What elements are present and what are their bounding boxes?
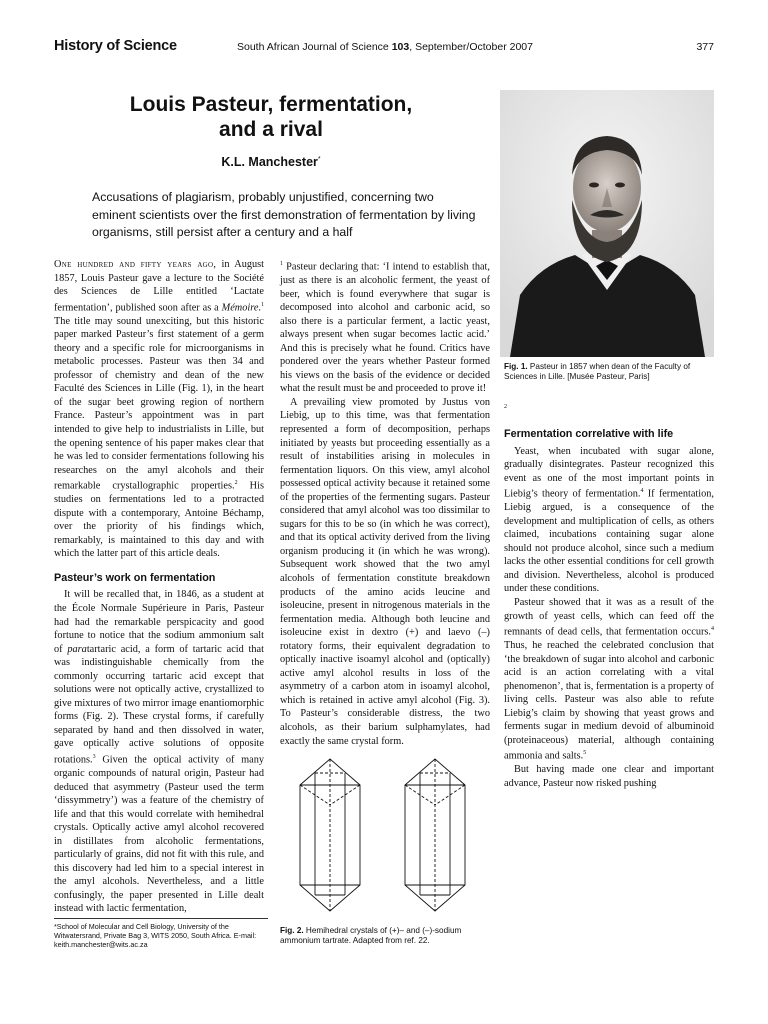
author-affiliation-footnote: *School of Molecular and Cell Biology, University of the Witwatersrand, Private Bag 3, WITS 2050, South Africa. E-mail: keith.manchester@wits.ac.za — [54, 918, 268, 949]
text-column-1 — [54, 258, 264, 916]
text-run: in August 1857, Louis Pasteur gave a lecture to the Société des Sciences de Lille entitled ‘Lactate fermentation’, published soon after as a — [54, 259, 265, 314]
text-run: It will be recalled that, in 1846, as a student at the École Normale Supérieure in Paris, Pasteur had had the remarkable perspicacity and good fortune to notice that the sodium ammonium salt of — [54, 589, 264, 655]
journal-name: South African Journal of Science — [237, 41, 389, 53]
paragraph — [280, 396, 490, 748]
title-line-2: and a rival — [219, 118, 323, 141]
paragraph — [504, 445, 714, 596]
author-text: K.L. Manchester — [221, 155, 318, 169]
paragraph — [54, 588, 264, 916]
paragraph — [54, 258, 264, 561]
text-run: His studies on fermentations led to a protracted dispute with a contemporary, Antoine Béchamp, over the priority of his findings which, remarkably, is maintained to this day and with which the latter part of this article deals. — [54, 480, 264, 560]
paragraph — [504, 596, 714, 763]
reference-mark: 2 — [504, 404, 507, 410]
paragraph-continued — [504, 401, 714, 417]
figure-2-caption-text: Hemihedral crystals of (+)– and (–)-sodium ammonium tartrate. Adapted from ref. 22. — [280, 926, 462, 945]
text-run: Mémoire — [221, 302, 259, 314]
paragraph — [280, 258, 490, 396]
section-label: History of Science — [54, 38, 177, 54]
reference-mark: 3 — [92, 753, 96, 760]
reference-mark: 1 — [261, 301, 264, 308]
figure-1-label: Fig. 1. — [504, 362, 528, 371]
reference-mark: 5 — [583, 750, 587, 757]
text-column-2 — [280, 258, 490, 748]
hemihedral-crystals-figure — [280, 745, 490, 920]
reference-mark: 4 — [640, 488, 644, 495]
pasteur-portrait-image — [500, 90, 714, 357]
figure-1-caption — [504, 362, 714, 382]
text-run: If fermentation, Liebig argued, is a consequence of the development and multiplication of cells, as others claimed, incubations containing sugar alone should not produce alcohol, since such a medium lacks the other essential conditions for cell growth and division. Nevertheless, alcohol is produced under these conditions. — [504, 488, 714, 595]
title-block — [54, 92, 488, 169]
reference-mark: 2 — [234, 480, 238, 487]
crystal-right — [405, 759, 465, 911]
section-heading: Fermentation correlative with life — [504, 427, 674, 440]
text-run: Pasteur showed that it was as a result of the growth of yeast cells, which can feed off the remnants of dead cells, that fermentation occurs. — [504, 596, 714, 638]
figure-2-label: Fig. 2. — [280, 926, 304, 935]
text-run: tartaric acid, a form of tartaric acid that was indistinguishable chemically from the commonly occurring tartaric acid except that solutions were not optically active, crystallized to give mixtures of two mirror image enantiomorphic forms (Fig. 2). These crystal forms, if carefully separated by hand and then dissolved in water, gave optically active solutions of opposite rotations. — [54, 643, 264, 766]
running-header — [54, 38, 714, 60]
journal-date: September/October 2007 — [415, 41, 533, 53]
journal-volume: 103 — [391, 41, 410, 53]
text-run: The title may sound unexciting, but this historic paper marked Pasteur’s first statement of a germ theory and a specific role for microorganisms in metabolic processes. Pasteur was then 34 and professor of chemistry and dean of the new Faculté des Sciences in Lille (Fig. 1), in the heart of the sugar beet growing region of northern France. Pasteur’s appointment was in part intended to give help to industrialists in Lille, but the opening sentence of his paper makes clear that he was led to consider fermentations following his researches on the amyl alcohols and their remarkable crystallographic properties. — [54, 315, 264, 492]
paragraph — [504, 763, 714, 790]
text-run: But having made one clear and important advance, Pasteur now risked pushing — [504, 764, 714, 789]
text-run: Pasteur declaring that: ‘I intend to establish that, just as there is an alcoholic ferment, the yeast of beer, which is found everywhere that sugar is decomposed into alcohol and carbonic acid, so also there is a particular ferment, a lactic yeast, always present when sugar becomes lactic acid.’ And this is precisely what he found. Critics have pondered over the years whether Pasteur formed his views on the basis of the evidence or decided what the result must be and proceeded to prove it! — [280, 261, 490, 395]
article-abstract: Accusations of plagiarism, probably unjustified, concerning two eminent scientists over the first demonstration of fermentation by living organisms, still persist after a century and a half — [92, 190, 476, 239]
author-name — [54, 155, 488, 169]
text-run: A prevailing view promoted by Justus von Liebig, up to this time, was that fermentation represented a form of decomposition, perhaps initiated by yeasts but proceeding essentially as a result of instabilities arising in molecules in fermentation liquors. On this view, amyl alcohol possessed optical activity because it retained some of the properties of the fermenting sugars. Pasteur considered that amyl alcohol was too dissimilar to sugars for this to be so (in which he was correct), and that its optical activity derived from the living organism producing it (in which he was wrong). Subsequent work showed that the two amyl alcohols of fermentation constitute breakdown products of the amino acids leucine and isoleucine, present in nitrogenous materials in the fermentation media. Although both leucine and isoleucine exist in dextro (+) and laevo (–) rotatory forms, their equivalent degradation to optically inactive isoamyl alcohol and (optically) active amyl alcohol results in loss of the asymmetry of a carbon atom in isoamyl alcohol, which is retained in active amyl alcohol (Fig. 3). To Pasteur’s considerable distress, the two alcohols, as their barium sulphamylates, had exactly the same crystal form. — [280, 396, 490, 747]
crystal-left — [300, 759, 360, 911]
section-heading: Pasteur’s work on fermentation — [54, 571, 216, 584]
lead-in: One hundred and fifty years ago, — [54, 259, 217, 270]
text-run: Given the optical activity of many organic compounds of natural origin, Pasteur had deduced that asymmetry (Pasteur used the term ‘dissymmetry’) was a feature of the chemistry of life and that this would correlate with hemihedral crystals. Optically active amyl alcohol recovered in distillates from alcoholic fermentations, particularly of grains, did not fit with this rule, and this discovery had led him to a special interest in the amyl alcohols. Nevertheless, and a little confusingly, the paper presented in Lille dealt instead with lactic fermentation, — [54, 754, 264, 915]
author-footnote-mark: * — [317, 155, 321, 163]
text-run: Yeast, when incubated with sugar alone, gradually disintegrates. Pasteur recognized this event as one of the most important points in Liebig’s theory of fermentation. — [504, 445, 714, 500]
text-run: para — [67, 643, 87, 655]
title-line-1: Louis Pasteur, fermentation, — [129, 93, 413, 116]
reference-mark: 1 — [280, 261, 283, 267]
text-run: . — [258, 302, 261, 314]
article-title — [54, 92, 488, 142]
figure-2-caption — [280, 926, 490, 946]
text-run: Thus, he reached the celebrated conclusion that ‘the breakdown of sugar into alcohol and carbonic acid is an action correlating with a vital phenomenon’, that is, fermentation is a property of living cells. Pasteur was also able to refute Liebig’s claim by showing that yeast grows and ferments sugar in medium devoid of albuminoid (proteinaceous) material, although containing ammonia and salts. — [504, 640, 714, 762]
figure-1-caption-text: Pasteur in 1857 when dean of the Faculty of Sciences in Lille. [Musée Pasteur, Paris] — [504, 362, 691, 381]
reference-mark: 4 — [711, 626, 714, 633]
text-column-3 — [504, 401, 714, 790]
page-number: 377 — [696, 41, 714, 53]
journal-citation: South African Journal of Science 103, September/October 2007 — [237, 41, 533, 53]
